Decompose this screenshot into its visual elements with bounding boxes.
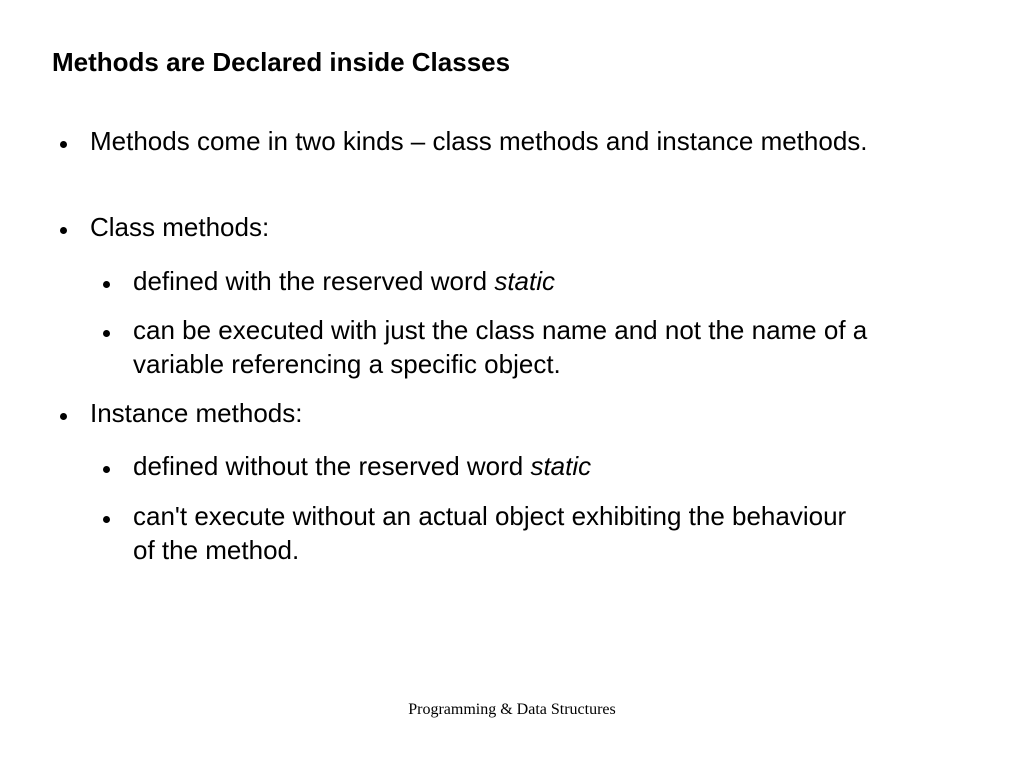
sub-bullet-instance-execute: can't execute without an actual object exhibiting the behaviour of the method. <box>133 501 847 565</box>
keyword-static: static <box>494 266 555 296</box>
sub-bullet-class-execute: can be executed with just the class name and not the name of a variable referencing a specific object. <box>133 315 868 379</box>
bullet-instance-methods: Instance methods: <box>90 398 303 428</box>
bullet-method-kinds: Methods come in two kinds – class methods and instance methods. <box>90 126 868 156</box>
slide-footer: Programming & Data Structures <box>408 701 616 718</box>
bullet-dot <box>60 227 67 234</box>
sub-bullet-class-static <box>133 264 993 298</box>
sub-bullet-text: defined without the reserved word <box>133 451 531 481</box>
sub-bullet-dot <box>103 330 110 337</box>
bullet-class-methods: Class methods: <box>90 212 270 242</box>
sub-bullet-dot <box>103 281 110 288</box>
sub-bullet-dot <box>103 466 110 473</box>
bullet-dot <box>60 141 67 148</box>
sub-bullet-instance-static <box>133 449 993 483</box>
bullet-dot <box>60 413 67 420</box>
sub-bullet-dot <box>103 516 110 523</box>
sub-bullet-text: defined with the reserved word <box>133 266 495 296</box>
keyword-static: static <box>530 451 592 481</box>
slide-title: Methods are Declared inside Classes <box>52 47 511 77</box>
